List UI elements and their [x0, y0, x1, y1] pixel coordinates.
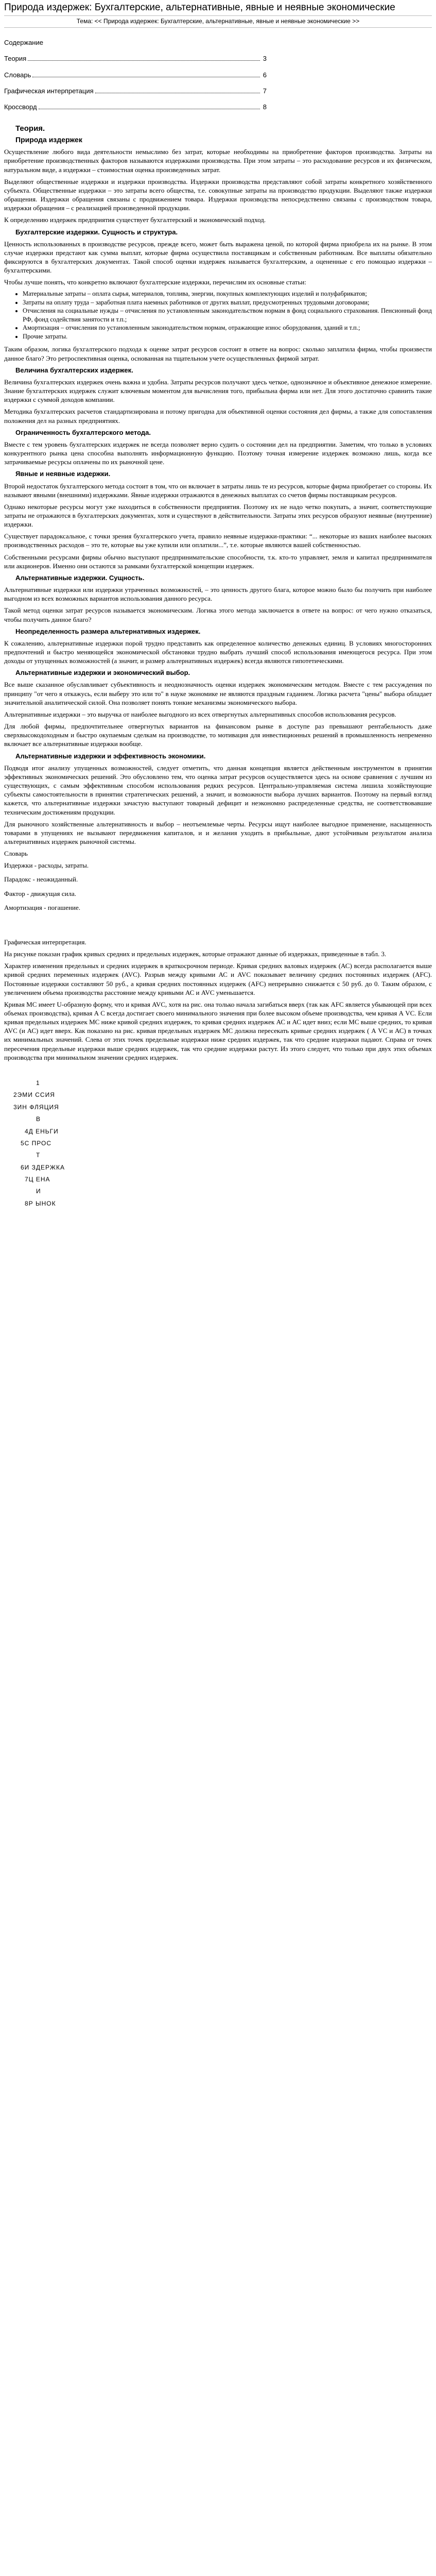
paragraph: Методика бухгалтерских расчетов стандартизирована и потому пригодна для объективной оценки состояния дел фирмы, а также для сопоставления положения дел на разных предприятиях. [4, 408, 432, 425]
section-heading: Величина бухгалтерских издержек. [15, 366, 133, 374]
toc-heading: Содержание [4, 39, 43, 47]
document-title: Природа издержек: Бухгалтерские, альтернативные, явные и неявные экономические [4, 2, 395, 13]
section-heading: Альтернативные издержки. Сущность. [15, 573, 145, 582]
paragraph: Осуществление любого вида деятельности немыслимо без затрат, которые необходимы на приобретение факторов производства. Затраты на приобретение производственных факторов называются издержками производства. При этом затраты – это расходование ресурсов и их физическом, натуральном виде, а издержки – стоимостная оценка произведенных затрат. [4, 148, 432, 174]
toc-item-label: Графическая интерпретация [4, 87, 94, 95]
list-item: • Прочие затраты. [23, 332, 432, 341]
paragraph: Для любой фирмы, предпочтительнее отвергнутых вариантов на финансовом рынке в доступе раз превышают рентабельность даже сверхвысокодоходным и быстро окупаемым сделкам на производстве, то мотивация для инвестиционных решений в промышленность непременно включает все альтернативные издержки вообще. [4, 722, 432, 748]
topic-line: Тема: << Природа издержек: Бухгалтерские, альтернативные, явные и неявные экономические >> [4, 15, 432, 28]
toc-leader [95, 88, 260, 93]
paragraph: Таким образом, логика бухгалтерского подхода к оценке затрат ресурсов состоит в ответе на вопрос: сколько заплатила фирма, чтобы произвести данное благо? Это ретроспективная оценка, основанная на тщательном учете осуществленных фирмой затрат. [4, 345, 432, 362]
toc-leader [32, 72, 260, 77]
crossword-line: 8Р ЫНОК [25, 1199, 56, 1207]
paragraph: Второй недостаток бухгалтерского метода состоит в том, что он включает в затраты лишь те из ресурсов, которые фирма приобретает со стороны. Их называют явными (внешними) издержками. Явные издержки отражаются в денежных выплатах со счетов фирмы поставщикам ресурсов. [4, 482, 432, 499]
section-heading: Неопределенность размера альтернативных издержек. [15, 627, 201, 635]
paragraph: Для рыночного хозяйственные альтернативность и выбор – неотъемлемые черты. Ресурсы ищут наиболее выгодное применение, насыщенность товарами в упущениях не вызывают передвижения капиталов, и и желания уходить в прибыльные, дают устойчивым результатом анализа альтернативных издержек рыночной системы. [4, 820, 432, 845]
toc-item-label: Кроссворд [4, 103, 37, 111]
list-item: • Материальные затраты – оплата сырья, материалов, топлива, энергии, покупных комплектующих изделий и полуфабрикатов; [23, 290, 432, 298]
cost-items-list [15, 290, 432, 341]
theory-subheading: Природа издержек [15, 135, 82, 144]
section-heading: Альтернативные издержки и экономический выбор. [15, 669, 190, 677]
paragraph: Величина бухгалтерских издержек очень важна и удобна. Затраты ресурсов получают здесь четкое, однозначное и объективное денежное измерение. Знание бухгалтерских издержек служит ключевым моментом для вычисления того, прибыльна фирма или нет. Для этого достаточно сравнить такие издержки с суммой доходов компании. [4, 378, 432, 404]
crossword-line: 1 [36, 1079, 40, 1087]
section-heading: Явные и неявные издержки. [15, 470, 111, 478]
toc-item[interactable] [4, 103, 267, 111]
paragraph: Такой метод оценки затрат ресурсов называется экономическим. Логика этого метода заключается в ответе на вопрос: от чего нужно отказаться, чтобы получить данное благо? [4, 606, 432, 623]
paragraph: На рисунке показан график кривых средних и предельных издержек, которые отражают данные об издержках, приведенные в табл. 3. [4, 950, 387, 958]
theory-heading: Теория. [15, 124, 45, 133]
document-page [0, 0, 436, 1220]
graphic-heading: Графическая интерпретация. [4, 938, 86, 946]
crossword-line: 4Д ЕНЬГИ [25, 1127, 59, 1135]
paragraph: Собственными ресурсами фирмы обычно выступают предпринимательские способности, т.к. кто-то управляет, земля и капитал предпринимателя или акционеров. Именно они остаются за рамками бухгалтерской концепции издержек. [4, 553, 432, 570]
section-heading: Бухгалтерские издержки. Сущность и структура. [15, 228, 178, 236]
spacer [4, 917, 432, 938]
glossary-heading: Словарь [4, 850, 28, 858]
toc-item-label: Словарь [4, 71, 31, 79]
list-item: • Отчисления на социальные нужды – отчисления по установленным законодательством нормам в фонд социального страхования. Пенсионный фонд РФ, фонд содействия занятости и т.п.; [23, 307, 432, 324]
paragraph: Альтернативные издержки или издержки утраченных возможностей, – это ценность другого блага, которое можно было бы получить при наиболее выгодном из всех возможных вариантов использования данного ресурса. [4, 586, 432, 603]
glossary-list [4, 861, 432, 912]
table-of-contents [4, 54, 267, 111]
toc-leader [39, 104, 260, 109]
toc-item-page: 3 [263, 55, 267, 63]
crossword-line: 7Ц ЕНА [25, 1176, 50, 1183]
toc-item[interactable] [4, 54, 267, 63]
crossword-line: 3ИН ФЛЯЦИЯ [13, 1103, 59, 1111]
glossary-item: Издержки - расходы, затраты. [4, 861, 89, 870]
paragraph: Подводя итог анализу упущенных возможностей, следует отметить, что данная концепция является действенным инструментом в принятии эффективных экономических решений. Это обусловлено тем, что оценка затрат ресурсов осуществляется здесь на основе сравнения с лучшим из существующих, с самым эффективным способом использования редких ресурсов. Центрально-управляемая система лишила хозяйствующие субъекты самостоятельности в принятии стратегических решений, а значит, и возможности выбора лучших вариантов. Поэтому на первый взгляд кажется, что альтернативные издержки зачастую выступают товарный дефицит и неэкономно распределенные средства, не соответствовавшие техническим достижениям продукции. [4, 764, 432, 816]
paragraph: Ценность использованных в производстве ресурсов, прежде всего, может быть выражена ценой, по которой фирма приобрела их на рынке. В этом случае издержки предстают как сумма выплат, которые фирма осуществила поставщикам и собственным работникам. Все выплаты обязательно фиксируются в бухгалтерских документах. Такой способ оценки издержек называется бухгалтерским, а оцененные с его помощью издержки – бухгалтерскими. [4, 240, 432, 275]
crossword-line: В [36, 1115, 41, 1123]
toc-item[interactable] [4, 71, 267, 79]
crossword-line: Т [36, 1151, 41, 1159]
section-heading: Ограниченность бухгалтерского метода. [15, 428, 151, 436]
glossary-item: Фактор - движущая сила. [4, 889, 76, 897]
toc-item-page: 6 [263, 71, 267, 79]
crossword-line: 2ЭМИ ССИЯ [13, 1091, 55, 1099]
paragraph: Альтернативные издержки – это выручка от наиболее выгодного из всех отвергнутых альтернативных способов использования ресурсов. [4, 710, 396, 718]
paragraph: Все выше сказанное обуславливает субъективность и неоднозначность оценки издержек экономическим методом. Вместе с тем рассуждения по принципу "от чего я откажусь, если выберу это или то" в науке экономике не являются праздным гаданием. Логика расчета "цены" выбора обладает значительной аналитической силой. Она позволяет понять тонкие механизмы экономического выбора. [4, 681, 432, 706]
toc-item-page: 8 [263, 103, 267, 111]
paragraph: Выделяют общественные издержки и издержки производства. Издержки производства представляют собой затраты конкретного хозяйственного субъекта. Общественные издержки – это затраты всего общества, т.е. совокупные затраты на производство продукции. Выделяют также издержки обращения. Издержки обращения связаны с продвижением товара. Издержки производства непосредственно связаны с производством товара, издержки обращения – с реализацией произведенной продукции. [4, 177, 432, 212]
toc-leader [28, 55, 260, 61]
toc-item[interactable] [4, 87, 267, 95]
paragraph: Чтобы лучше понять, что конкретно включают бухгалтерские издержки, перечислим их основные статьи: [4, 278, 306, 286]
paragraph: К определению издержек предприятия существует бухгалтерский и экономический подход. [4, 216, 266, 224]
section-heading: Альтернативные издержки и эффективность экономики. [15, 752, 206, 760]
paragraph: Характер изменения предельных и средних издержек в краткосрочном периоде. Кривая средних валовых издержек (АС) всегда располагается выше кривой средних переменных издержек (AVC). Разрыв между кривыми АС и AVC показывает величину средних постоянных издержек (AFC). Постоянные издержки составляют 50 руб., а кривая средних постоянных издержек (AFC) непрерывно снижается с 50 руб. до 0. Таким образом, с увеличением объема производства расстояние между кривыми АС и AVC уменьшается. [4, 962, 432, 996]
crossword-line: И [36, 1188, 41, 1195]
paragraph: Вместе с тем уровень бухгалтерских издержек не всегда позволяет верно судить о состоянии дел на предприятии. Заметим, что только в условиях конкурентного рынка цена способна выполнять информационную функцию. Поэтому точная измерение издержек возможно лишь, когда все затрачиваемые ресурсы оплачены по их рыночной цене. [4, 440, 432, 466]
paragraph: К сожалению, альтернативные издержки порой трудно представить как определенное количество денежных единиц. В условиях многосторонних предпочтений и быстро меняющейся экономической обстановки трудно выбрать лучший способ использования имеющегося ресурса. При этом доходы от упущенных возможностей (а значит, и размер альтернативных издержек) всегда являются гипотетическими. [4, 639, 432, 665]
crossword-line: 6И ЗДЕРЖКА [21, 1163, 65, 1171]
list-item: • Амортизация – отчисления по установленным законодательством нормам, отражающие износ оборудования, зданий и т.п.; [23, 324, 432, 332]
glossary-item: Амортизация - погашение. [4, 903, 80, 911]
paragraph: Однако некоторые ресурсы могут уже находиться в собственности предприятия. Поэтому их не надо четко покупать, а значит, соответствующие затраты не отражаются в бухгалтерских документах, хотя и существуют в действительности. Затраты этих ресурсов образуют неявные (внутренние) издержки. [4, 502, 432, 529]
list-item: • Затраты на оплату труда – заработная плата наемных работников от других выплат, предусмотренных трудовыми договорами; [23, 298, 432, 307]
glossary-item: Парадокс - неожиданный. [4, 875, 78, 884]
crossword-line: 5С ПРОС [21, 1139, 52, 1147]
toc-item-label: Теория [4, 55, 27, 63]
crossword [13, 1077, 432, 1210]
toc-item-page: 7 [263, 87, 267, 95]
paragraph: Кривая МС имеет U-образную форму, что и кривая AVC, хотя на рис. она только начала загибаться вверх (так как АFC является убывающей при всех объемах производства), кривая А С всегда достигает своего минимального значения при более высоком объеме производства, чем кривая А VC. Если кривая предельных издержек МС ниже кривой средних издержек, то кривая средних издержек АС и АС идет вниз; если МС выше средних, то кривая AVC (и АС) идет вверх. Как показано на рис. кривая предельных издержек МС должна пересекать кривые средних издержек ( А VC и АС) в точках их минимальных значений. Слева от этих точек предельные издержки ниже средних издержек, так что средние издержки падают. Справа от точек пересечения предельные издержки выше средних издержек, так что средние издержки растут. Из этого следует, что только при двух этих объемах производства при минимальном значении средних издержек. [4, 1000, 432, 1061]
paragraph: Существует парадоксальное, с точки зрения бухгалтерского учета, правило неявные издержки-практики: “... некоторые из ваших наиболее высоких производственных расходов – это те, которые вы уже купили или оплатили...”, т.е. которые являются вашей собственностью. [4, 532, 432, 549]
